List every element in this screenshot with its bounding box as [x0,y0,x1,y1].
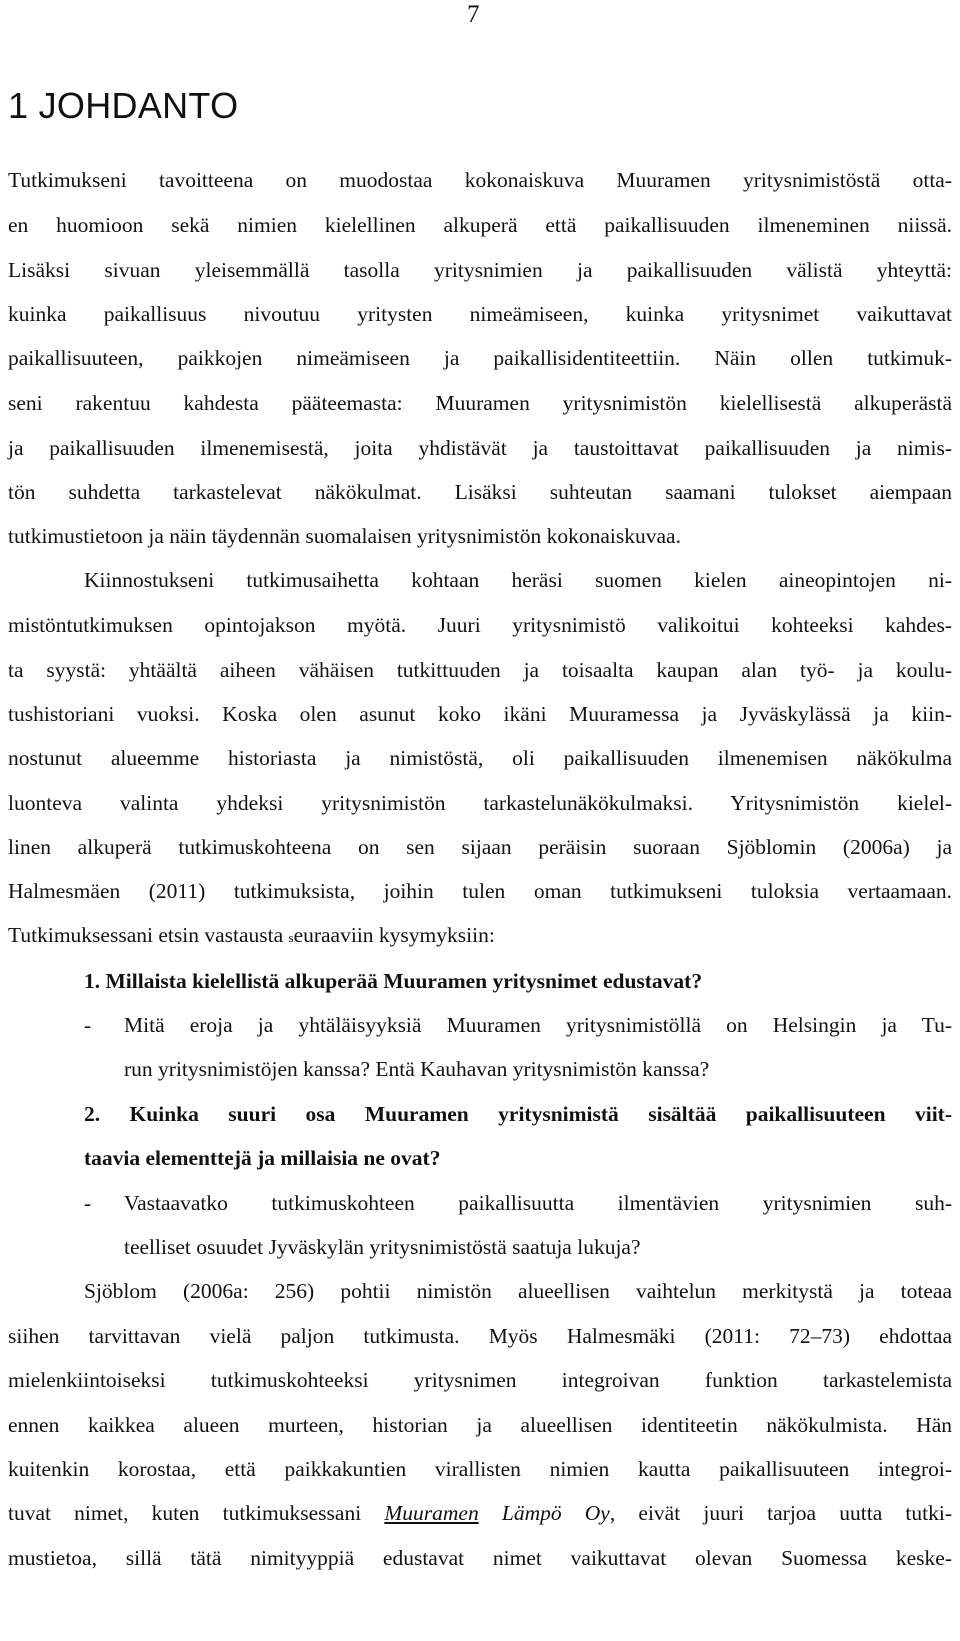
body-text-line: Lisäksi sivuan yleisemmällä tasolla yritysnimien ja paikallisuuden välistä yhteyttä: [8,258,952,282]
body-text-line: ja paikallisuuden ilmenemisestä, joita yhdistävät ja taustoittavat paikallisuuden ja nimis- [8,436,952,460]
underlined-name: Muuramen [384,1501,479,1525]
sub-question-line: teelliset osuudet Jyväskylän yritysnimistöstä saatuja lukuja? [124,1235,641,1259]
body-text-line: en huomioon sekä nimien kielellinen alkuperä että paikallisuuden ilmeneminen niissä. [8,213,952,237]
body-text-line: ta syystä: yhtäältä aiheen vähäisen tutkittuuden ja toisaalta kaupan alan työ- ja koulu- [8,658,952,682]
bullet-dash: - [84,1013,92,1037]
body-text-line: luonteva valinta yhdeksi yritysnimistön tarkastelunäkökulmaksi. Yritysnimistön kielel- [8,791,952,815]
research-question-2-cont: taavia elementtejä ja millaisia ne ovat? [84,1146,441,1170]
body-text-line: mistöntutkimuksen opintojakson myötä. Juuri yritysnimistö valikoitui kohteeksi kahdes- [8,613,952,637]
text-fragment: Tutkimuksessani etsin vastausta [8,923,289,947]
research-question-2: 2. Kuinka suuri osa Muuramen yritysnimistä sisältää paikallisuuteen viit- [84,1102,952,1126]
body-text-line: siihen tarvittavan vielä paljon tutkimusta. Myös Halmesmäki (2011: 72–73) ehdottaa [8,1324,952,1348]
text-fragment [479,1501,502,1525]
body-text-line: kuinka paikallisuus nivoutuu yritysten nimeämiseen, kuinka yritysnimet vaikuttavat [8,302,952,326]
bullet-dash: - [84,1191,92,1215]
body-text-line: Halmesmäen (2011) tutkimuksista, joihin tulen oman tutkimukseni tuloksia vertaamaan. [8,879,952,903]
body-text-line: nostunut alueemme historiasta ja nimistöstä, oli paikallisuuden ilmenemisen näkökulma [8,746,952,770]
body-text-line: Kiinnostukseni tutkimusaihetta kohtaan heräsi suomen kielen aineopintojen ni- [84,568,952,592]
text-fragment: , eivät juuri tarjoa uutta tutki- [609,1501,952,1525]
text-fragment: euraaviin kysymyksiin: [293,923,495,947]
sub-question-line: run yritysnimistöjen kanssa? Entä Kauhavan yritysnimistön kanssa? [124,1057,710,1081]
body-text-line: tön suhdetta tarkastelevat näkökulmat. Lisäksi suhteutan saamani tulokset aiempaan [8,480,952,504]
body-text-line: Sjöblom (2006a: 256) pohtii nimistön alueellisen vaihtelun merkitystä ja toteaa [84,1279,952,1303]
body-text-line: Tutkimukseni tavoitteena on muodostaa kokonaiskuva Muuramen yritysnimistöstä otta- [8,168,952,192]
body-text-line [8,1498,952,1528]
page-number: 7 [467,1,480,28]
italic-name: Lämpö Oy [501,1501,610,1525]
research-question-1: 1. Millaista kielellistä alkuperää Muuramen yritysnimet edustavat? [84,969,703,993]
body-text-line: ennen kaikkea alueen murteen, historian ja alueellisen identiteetin näkökulmista. Hän [8,1413,952,1437]
body-text-line: tushistoriani vuoksi. Koska olen asunut koko ikäni Muuramessa ja Jyväskylässä ja kiin- [8,702,952,726]
text-fragment-small: s [288,930,294,945]
body-text-line: seni rakentuu kahdesta pääteemasta: Muuramen yritysnimistön kielellisestä alkuperästä [8,391,952,415]
sub-question-line: Mitä eroja ja yhtäläisyyksiä Muuramen yritysnimistöllä on Helsingin ja Tu- [124,1013,952,1037]
body-text-line: kuitenkin korostaa, että paikkakuntien virallisten nimien kautta paikallisuuteen integroi- [8,1457,952,1481]
sub-question-line: Vastaavatko tutkimuskohteen paikallisuutta ilmentävien yritysnimien suh- [124,1191,952,1215]
body-text-line: mustietoa, sillä tätä nimityyppiä edustavat nimet vaikuttavat olevan Suomessa keske- [8,1546,952,1570]
body-text-line: paikallisuuteen, paikkojen nimeämiseen ja paikallisidentiteettiin. Näin ollen tutkimuk- [8,346,952,370]
text-fragment: tuvat nimet, kuten tutkimuksessani [8,1501,385,1525]
body-text-line: tutkimustietoon ja näin täydennän suomalaisen yritysnimistön kokonaiskuvaa. [8,524,681,548]
chapter-heading: 1 JOHDANTO [8,85,239,126]
body-text-line: linen alkuperä tutkimuskohteena on sen sijaan peräisin suoraan Sjöblomin (2006a) ja [8,835,952,859]
body-text-line: mielenkiintoiseksi tutkimuskohteeksi yritysnimen integroivan funktion tarkastelemista [8,1368,952,1392]
body-text-line [8,920,495,953]
